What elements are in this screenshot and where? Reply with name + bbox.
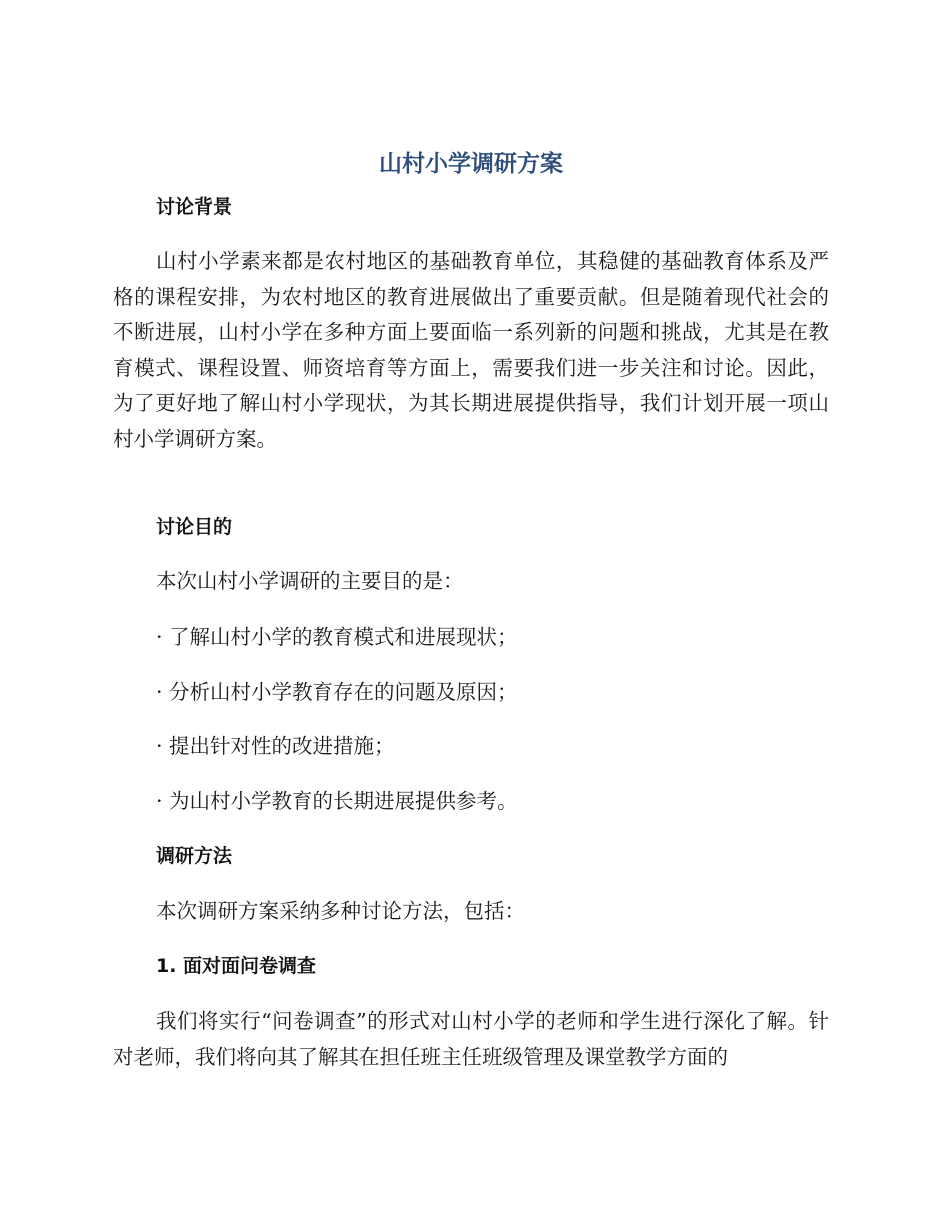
method-sub-heading: 1. 面对面问卷调查 (156, 955, 317, 977)
purpose-list-item: · 为山村小学教育的长期进展提供参考。 (156, 789, 518, 813)
document-title: 山村小学调研方案 (379, 151, 563, 177)
purpose-list-item: · 了解山村小学的教育模式和进展现状； (156, 625, 518, 649)
purpose-list-item: · 提出针对性的改进措施； (156, 734, 395, 758)
section-heading-background: 讨论背景 (156, 196, 233, 218)
section-heading-purpose: 讨论目的 (156, 516, 233, 538)
method-paragraph: 我们将实行“问卷调查”的形式对山村小学的老师和学生进行深化了解。针对老师，我们将向其了解其在担任班主任班级管理及课堂教学方面的 (113, 1009, 829, 1069)
method-intro: 本次调研方案采纳多种讨论方法，包括： (156, 899, 525, 923)
purpose-list-item: · 分析山村小学教育存在的问题及原因； (156, 680, 518, 704)
background-paragraph: 山村小学素来都是农村地区的基础教育单位，其稳健的基础教育体系及严格的课程安排，为农村地区的教育进展做出了重要贡献。但是随着现代社会的不断进展，山村小学在多种方面上要面临一系列新的问题和挑战，尤其是在教育模式、课程设置、师资培育等方面上，需要我们进一步关注和讨论。因此，为了更好地了解山村小学现状，为其长期进展提供指导，我们计划开展一项山村小学调研方案。 (113, 249, 829, 451)
purpose-intro: 本次山村小学调研的主要目的是： (156, 569, 464, 593)
section-heading-method: 调研方法 (156, 845, 233, 867)
